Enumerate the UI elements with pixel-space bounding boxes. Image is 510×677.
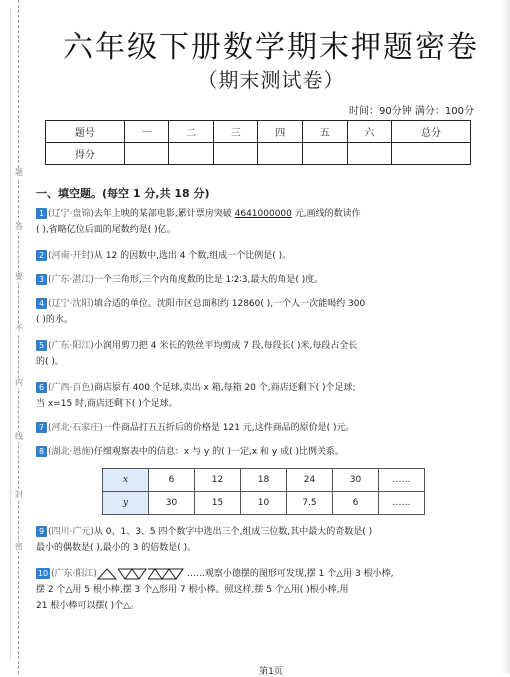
question-text: 一个三角形,三个内角度数的比是 1∶2∶3,最大的角是( )度。 [93,275,324,285]
score-input-cell[interactable] [169,143,214,165]
time-info: 时间：90分钟 满分：100分 [349,106,474,117]
question-number: 3 [36,274,47,285]
page-number: 第1页 [259,667,283,677]
question-text: 从 12 的因数中,选出 4 个数,组成一个比例是( )。 [93,251,292,261]
question-text: 一件商品打五五折后的价格是 121 元,这件商品的原价是( )元。 [102,423,355,433]
question-4 [36,296,486,328]
score-header-row [46,121,471,143]
binding-char: 题 [15,168,23,177]
question-source: (广东·阳江) [48,341,94,351]
question-source: (河南·开封) [48,251,94,261]
score-table [45,120,471,165]
question-number: 10 [37,569,49,578]
question-source: (广西·百色) [48,383,94,393]
x-value: …… [379,469,425,492]
question-text: 最小的偶数是( ),最小的 3 的倍数是( )。 [36,543,197,553]
binding-margin [0,0,36,674]
score-input-cell[interactable] [124,143,169,165]
y-value: …… [379,492,425,515]
score-input-cell[interactable] [258,143,303,165]
question-text: 小润用剪刀把 4 米长的铁丝平均剪成 7 段,每段长( )米,每段占全长 [93,341,358,351]
score-cell: 总分 [392,121,471,143]
binding-char: 封 [15,490,23,499]
binding-char: 密 [15,542,23,551]
binding-char: 要 [15,272,23,281]
triangle-figure-1-icon [97,568,117,580]
score-cell: 得分 [46,143,125,165]
score-input-cell[interactable] [213,143,258,165]
question-number: 4 [36,298,47,309]
binding-dashed-line [18,0,19,674]
y-value: 10 [241,492,287,515]
section-heading: 一、填空题。(每空 1 分,共 18 分) [36,187,210,200]
question-number: 7 [36,422,47,433]
question-number: 6 [36,382,47,393]
x-value: 24 [287,469,333,492]
x-value: 30 [333,469,379,492]
question-10 [36,566,486,614]
score-cell: 一 [124,121,169,143]
score-cell: 三 [213,121,258,143]
x-header: x [103,469,149,492]
question-8 [36,444,486,460]
question-3 [36,272,486,288]
question-1 [36,206,486,238]
question-text: 去年上映的某部电影,累计票房突破 [93,209,235,219]
question-7 [36,420,486,436]
x-value: 6 [149,469,195,492]
question-text: 摆 2 个△用 5 根小棒,摆 3 个△形用 7 根小棒。照这样,摆 5 个△用( )根小棒,用 [36,585,349,595]
x-row [103,469,425,492]
question-source: (辽宁·盘锦) [48,209,94,219]
question-text: 从 0、1、3、5 四个数字中选出三个,组成三位数,其中最大的奇数是( ) [93,527,373,537]
figure-ellipsis: …… [186,569,205,579]
question-source: (广东·湛江) [48,275,94,285]
xy-data-table [102,468,425,515]
question-text: 21 根小棒可以摆( )个△。 [36,601,140,611]
x-value: 12 [195,469,241,492]
question-source: (湖北·恩施) [48,447,94,457]
score-cell: 五 [303,121,348,143]
question-2 [36,248,486,264]
score-cell: 四 [258,121,303,143]
score-input-cell[interactable] [347,143,392,165]
question-source: (辽宁·沈阳) [48,299,94,309]
triangle-figure-3-icon [147,568,187,580]
binding-char: 不 [15,324,23,333]
question-text: ( ),省略亿位后面的尾数约是( )亿。 [36,225,176,235]
exam-paper [36,0,502,677]
question-6 [36,380,486,412]
question-5 [36,338,486,370]
binding-char: 答 [15,222,23,231]
triangle-figure-2-icon [117,568,147,580]
binding-char: 线 [15,432,23,441]
score-cell: 二 [169,121,214,143]
question-source: (广东·阳江) [51,569,97,579]
question-source: (河北·石家庄) [48,423,103,433]
question-text: 商店原有 400 个足球,卖出 x 箱,每箱 20 个,商店还剩下( )个足球; [93,383,356,393]
question-text: ( )的水。 [36,315,73,325]
question-text: 元,画线的数读作 [291,209,361,219]
y-header: y [103,492,149,515]
question-number: 8 [36,446,47,457]
binding-dotted-line [10,10,11,660]
question-text: 观察小德摆的图形可发现,摆 1 个△用 3 根小棒, [204,569,394,579]
y-row [103,492,425,515]
score-cell: 六 [347,121,392,143]
page-edge [502,0,510,674]
y-value: 15 [195,492,241,515]
question-text: 当 x=15 时,商店还剩下( )个足球。 [36,399,178,409]
y-value: 30 [149,492,195,515]
y-value: 7.5 [287,492,333,515]
y-value: 6 [333,492,379,515]
page-title: 六年级下册数学期末押题密卷 [63,30,479,65]
question-number: 1 [36,208,47,219]
question-number: 9 [36,526,47,537]
score-value-row [46,143,471,165]
page-subtitle: （期末测试卷） [197,68,345,92]
score-input-cell[interactable] [392,143,471,165]
score-cell: 题号 [46,121,125,143]
underlined-number: 4641000000 [234,209,292,219]
question-number: 5 [36,340,47,351]
score-input-cell[interactable] [303,143,348,165]
question-text: 的( )。 [36,357,64,367]
question-text: 填合适的单位。沈阳市区总面积约 12860( ),一个人一次能喝约 300 [93,299,366,309]
binding-char: 内 [15,378,23,387]
question-9 [36,524,486,556]
question-number: 2 [36,250,47,261]
question-text: 仔细观察表中的信息：x 与 y 的( )一定,x 和 y 成( )比例关系。 [93,447,344,457]
question-source: (四川·广元) [48,527,94,537]
x-value: 18 [241,469,287,492]
